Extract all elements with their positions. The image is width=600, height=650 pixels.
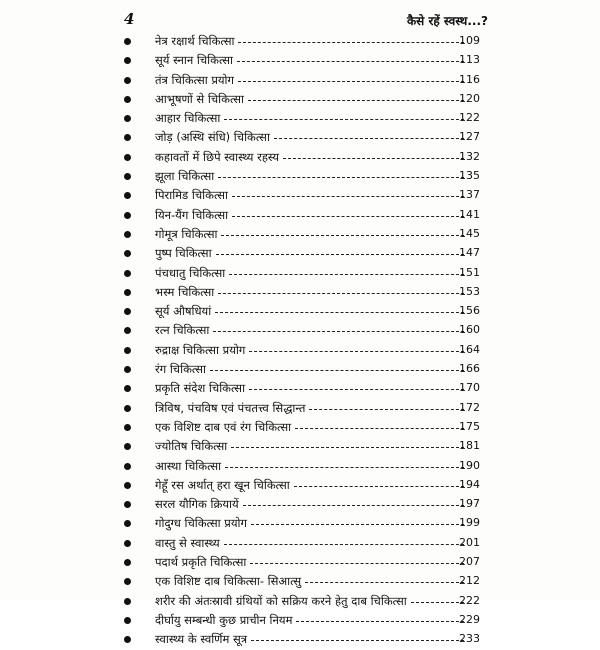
bullet-icon [124, 192, 131, 199]
bullet-icon [124, 385, 131, 392]
toc-entry-page-number: 151 [459, 265, 480, 279]
toc-entry-title: सूर्य स्नान चिकित्सा [155, 53, 234, 68]
bullet-icon [124, 559, 131, 566]
toc-entry [0, 418, 600, 437]
toc-entry [0, 476, 600, 495]
toc-entry-page-number: 222 [459, 593, 480, 607]
dotted-leader [305, 582, 464, 583]
toc-entry-line [155, 572, 470, 591]
toc-entry-title: सरल यौगिक क्रियायें [155, 497, 239, 512]
dotted-leader [309, 409, 464, 410]
toc-entry-title: प्रकृति संदेश चिकित्सा [155, 381, 246, 396]
toc-entry [0, 206, 600, 225]
toc-entry-title: रत्न चिकित्सा [155, 323, 210, 338]
toc-entry-page-number: 201 [459, 535, 480, 549]
toc-entry-title: स्वास्थ्य के स्वर्णिम सूत्र [155, 632, 248, 647]
toc-entry-page-number: 132 [459, 149, 480, 163]
toc-entry-line [155, 534, 470, 553]
bullet-icon [124, 578, 131, 585]
toc-entry-line [155, 321, 470, 340]
running-title: कैसे रहें स्वस्थ...? [406, 14, 488, 28]
toc-entry-title: झूला चिकित्सा [155, 169, 215, 184]
toc-entry-title: पदार्थ प्रकृति चिकित्सा [155, 555, 247, 570]
toc-entry [0, 630, 600, 649]
toc-entry-line [155, 592, 470, 611]
toc-entry-title: त्रिविष, पंचविष एवं पंचतत्त्व सिद्धान्त [155, 400, 306, 415]
toc-entry-title: भस्म चिकित्सा [155, 284, 215, 299]
bullet-icon [124, 154, 131, 161]
toc-entry-line [155, 379, 470, 398]
toc-entry-page-number: 229 [459, 612, 480, 626]
toc-entry-title: गोमूत्र चिकित्सा [155, 226, 218, 241]
dotted-leader [216, 254, 464, 255]
toc-entry [0, 514, 600, 533]
bullet-icon [124, 540, 131, 547]
toc-entry-page-number: 122 [459, 111, 480, 125]
toc-entry-line [155, 206, 470, 225]
toc-entry-line [155, 71, 470, 90]
page-number: 4 [124, 10, 135, 28]
dotted-leader [296, 621, 464, 622]
toc-entry-title: पंचधातु चिकित्सा [155, 265, 226, 280]
toc-entry-page-number: 160 [459, 323, 480, 337]
toc-entry-line [155, 264, 470, 283]
bullet-icon [124, 405, 131, 412]
toc-entry [0, 90, 600, 109]
toc-entry-page-number: 212 [459, 574, 480, 588]
dotted-leader [232, 196, 464, 197]
toc-entry-page-number: 170 [459, 381, 480, 395]
toc-entry-title: रंग चिकित्सा [155, 362, 206, 377]
bullet-icon [124, 347, 131, 354]
toc-entry-line [155, 360, 470, 379]
bullet-icon [124, 96, 131, 103]
dotted-leader [229, 274, 464, 275]
toc-entry-page-number: 116 [459, 72, 480, 86]
toc-entry-page-number: 207 [459, 555, 480, 569]
toc-entry-line [155, 611, 470, 630]
dotted-leader [225, 467, 464, 468]
dotted-leader [251, 640, 464, 641]
toc-entry-page-number: 137 [459, 188, 480, 202]
bullet-icon [124, 289, 131, 296]
toc-entry-line [155, 514, 470, 533]
toc-entry-title: पिरामिड चिकित्सा [155, 188, 228, 203]
toc-entry [0, 148, 600, 167]
toc-entry-line [155, 457, 470, 476]
dotted-leader [213, 331, 464, 332]
toc-entry [0, 302, 600, 321]
toc-entry-page-number: 166 [459, 362, 480, 376]
dotted-leader [249, 351, 464, 352]
toc-entry [0, 457, 600, 476]
toc-entry-page-number: 109 [459, 34, 480, 47]
toc-entry-line [155, 32, 470, 51]
toc-entry [0, 611, 600, 630]
bullet-icon [124, 501, 131, 508]
toc-entry-title: आहार चिकित्सा [155, 111, 221, 126]
dotted-leader [237, 61, 464, 62]
toc-entry-title: ज्योतिष चिकित्सा [155, 439, 228, 454]
toc-entry-page-number: 197 [459, 497, 480, 511]
dotted-leader [224, 119, 464, 120]
toc-entry-line [155, 553, 470, 572]
toc-entry-line [155, 167, 470, 186]
toc-entry-title: एक विशिष्ट दाब चिकित्सा- सिआत्सु [155, 574, 302, 589]
toc-entry-page-number: 199 [459, 516, 480, 530]
dotted-leader [283, 158, 464, 159]
toc-entry-page-number: 194 [459, 477, 480, 491]
toc-entry-title: दीर्घायु सम्बन्धी कुछ प्राचीन नियम [155, 612, 293, 627]
toc-entry-line [155, 437, 470, 456]
dotted-leader [238, 42, 464, 43]
toc-entry-line [155, 283, 470, 302]
bullet-icon [124, 173, 131, 180]
toc-entry-page-number: 190 [459, 458, 480, 472]
toc-entry-page-number: 181 [459, 439, 480, 453]
dotted-leader [210, 370, 464, 371]
toc-entry-title: एक विशिष्ट दाब एवं रंग चिकित्सा [155, 419, 292, 434]
toc-entry-line [155, 418, 470, 437]
bullet-icon [124, 598, 131, 605]
bullet-icon [124, 617, 131, 624]
toc-entry-line [155, 341, 470, 360]
toc-entry [0, 341, 600, 360]
dotted-leader [274, 138, 464, 139]
toc-entry-title: वास्तु से स्वास्थ्य [155, 535, 220, 550]
bullet-icon [124, 327, 131, 334]
bullet-icon [124, 463, 131, 470]
toc-entry-title: आभूषणों से चिकित्सा [155, 91, 244, 106]
dotted-leader [215, 312, 464, 313]
bullet-icon [124, 250, 131, 257]
dotted-leader [249, 389, 464, 390]
toc-entry-title: रुद्राक्ष चिकित्सा प्रयोग [155, 342, 246, 357]
toc-entry-line [155, 90, 470, 109]
dotted-leader [218, 177, 464, 178]
toc-entry [0, 379, 600, 398]
toc-entry [0, 264, 600, 283]
toc-entry-title: पुष्प चिकित्सा [155, 246, 212, 261]
dotted-leader [248, 100, 464, 101]
toc-entry-title: नेत्र रक्षार्थ चिकित्सा [155, 34, 235, 48]
toc-entry-page-number: 153 [459, 284, 480, 298]
toc-entry-line [155, 148, 470, 167]
toc-entry [0, 572, 600, 591]
toc-entry [0, 109, 600, 128]
toc-entry-title: तंत्र चिकित्सा प्रयोग [155, 72, 235, 87]
bullet-icon [124, 443, 131, 450]
dotted-leader [218, 293, 464, 294]
toc-entry-line [155, 109, 470, 128]
toc-entry-page-number: 113 [459, 53, 480, 67]
toc-entry-line [155, 476, 470, 495]
bullet-icon [124, 424, 131, 431]
toc-entry [0, 128, 600, 147]
toc-entry-title: सूर्य औषधियां [155, 304, 212, 319]
toc-entry [0, 244, 600, 263]
toc-entry [0, 360, 600, 379]
toc-entry-page-number: 127 [459, 130, 480, 144]
toc-entry-line [155, 495, 470, 514]
toc-entry-page-number: 135 [459, 169, 480, 183]
toc-entry-page-number: 147 [459, 246, 480, 260]
toc-entry-page-number: 145 [459, 226, 480, 240]
toc-entry [0, 399, 600, 418]
toc-entry-title: कहावतों में छिपे स्वास्थ्य रहस्य [155, 149, 280, 164]
toc-entry-line [155, 51, 470, 70]
toc-entry [0, 437, 600, 456]
toc-entry-line [155, 128, 470, 147]
toc-entry-line [155, 302, 470, 321]
bullet-icon [124, 77, 131, 84]
toc-entry [0, 534, 600, 553]
toc-entry-title: यिन-यैंग चिकित्सा [155, 207, 229, 222]
toc-entry-title: जोड़ (अस्थि संधि) चिकित्सा [155, 130, 270, 145]
bullet-icon [124, 636, 131, 643]
toc-entry-title: गेहूँ रस अर्थात् हरा खून चिकित्सा [155, 477, 290, 492]
dotted-leader [224, 544, 464, 545]
bullet-icon [124, 270, 131, 277]
table-of-contents [0, 32, 600, 650]
toc-entry-title: शरीर की अंतःस्रावी ग्रंथियों को सक्रिय करने हेतु दाब चिकित्सा [155, 593, 407, 608]
bullet-icon [124, 38, 131, 45]
toc-entry-page-number: 175 [459, 419, 480, 433]
toc-entry [0, 51, 600, 70]
bullet-icon [124, 231, 131, 238]
toc-entry [0, 71, 600, 90]
toc-entry-title: आस्था चिकित्सा [155, 458, 222, 473]
toc-entry-line [155, 186, 470, 205]
bullet-icon [124, 115, 131, 122]
bullet-icon [124, 482, 131, 489]
dotted-leader [250, 563, 464, 564]
dotted-leader [243, 505, 464, 506]
toc-entry-page-number: 164 [459, 342, 480, 356]
bullet-icon [124, 366, 131, 373]
page-header [0, 8, 600, 28]
dotted-leader [294, 486, 464, 487]
toc-entry-page-number: 172 [459, 400, 480, 414]
bullet-icon [124, 520, 131, 527]
bullet-icon [124, 212, 131, 219]
toc-entry [0, 225, 600, 244]
toc-entry [0, 553, 600, 572]
bullet-icon [124, 57, 131, 64]
toc-entry-line [155, 225, 470, 244]
toc-entry [0, 592, 600, 611]
bullet-icon [124, 134, 131, 141]
toc-entry-page-number: 233 [459, 632, 480, 646]
toc-entry [0, 167, 600, 186]
dotted-leader [295, 428, 464, 429]
dotted-leader [238, 81, 464, 82]
toc-entry-page-number: 120 [459, 91, 480, 105]
dotted-leader [231, 447, 464, 448]
toc-entry [0, 186, 600, 205]
toc-entry [0, 32, 600, 51]
toc-entry [0, 495, 600, 514]
toc-entry-page-number: 156 [459, 304, 480, 318]
toc-entry-page-number: 141 [459, 207, 480, 221]
dotted-leader [232, 216, 464, 217]
toc-entry [0, 321, 600, 340]
dotted-leader [221, 235, 464, 236]
toc-entry-line [155, 244, 470, 263]
toc-entry-line [155, 630, 470, 649]
bullet-icon [124, 308, 131, 315]
dotted-leader [251, 524, 464, 525]
toc-entry-title: गोदुग्ध चिकित्सा प्रयोग [155, 516, 247, 531]
toc-entry-line [155, 399, 470, 418]
toc-entry [0, 283, 600, 302]
